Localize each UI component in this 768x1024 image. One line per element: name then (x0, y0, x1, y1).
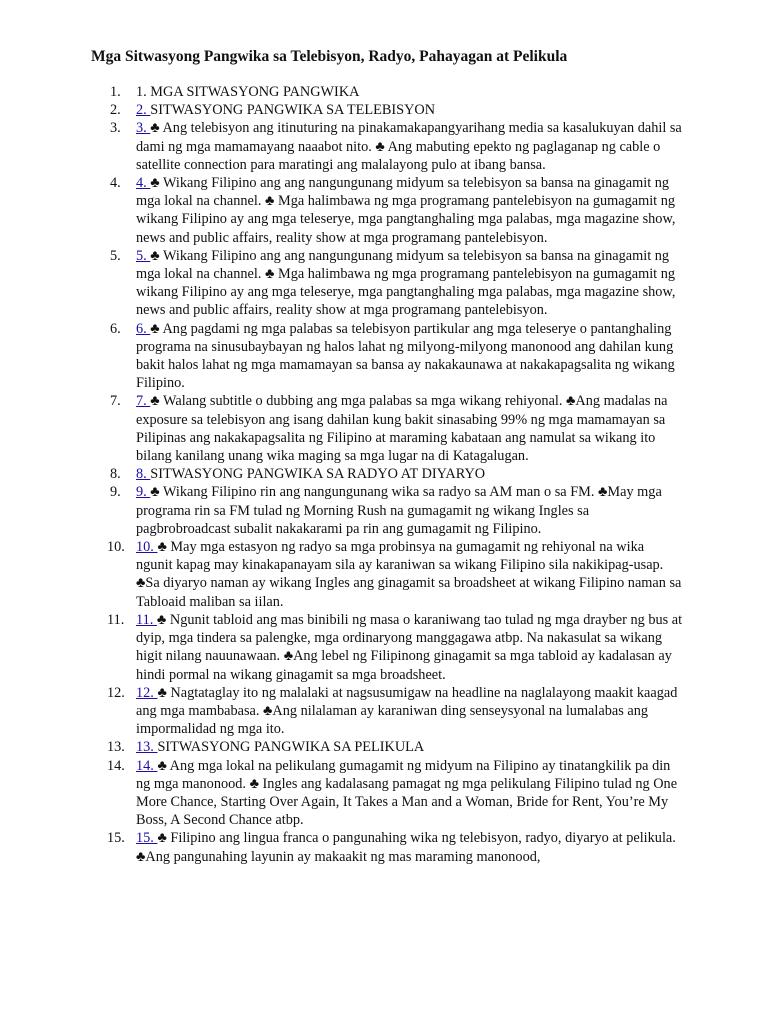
slide-link[interactable]: 7. (136, 393, 151, 410)
item-number: 1. (110, 84, 121, 100)
slide-link[interactable]: 2. (136, 102, 151, 119)
slide-link[interactable]: 5. (136, 247, 151, 264)
list-item (0, 684, 684, 739)
document-title: Mga Sitwasyong Pangwika sa Telebisyon, Radyo, Pahayagan at Pelikula (91, 48, 568, 65)
list-item (0, 174, 684, 247)
item-text: 1. MGA SITWASYONG PANGWIKA (136, 84, 360, 100)
list-item (0, 829, 684, 865)
slide-link[interactable]: 11. (136, 611, 157, 628)
list-item (0, 101, 684, 119)
item-text: SITWASYONG PANGWIKA SA TELEBISYON (150, 102, 436, 119)
item-number: 11. (107, 611, 125, 628)
item-number: 6. (110, 320, 121, 337)
slide-link[interactable]: 12. (136, 684, 158, 701)
item-text: ♣ Nagtataglay ito ng malalaki at nagsusumigaw na headline na naglalayong maakit kaagad ang mga mambabasa. ♣Ang nilalaman ay karaniwan ding senseysyonal na lumalabas ang impormalidad ng mga ito. (136, 684, 678, 738)
item-text: ♣ May mga estasyon ng radyo sa mga probinsya na gumagamit ng rehiyonal na wika ngunit kapag may kinakapanayam sila ay karaniwan sa wikang Filipino sila nakikipag-usap. ♣Sa diyaryo naman ay wikang Ingles ang ginagamit sa broadsheet at wikang Filipino naman sa Tabloaid maliban sa iilan. (136, 539, 682, 610)
slide-link[interactable]: 4. (136, 175, 151, 192)
item-text: ♣ Wikang Filipino ang ang nangungunang midyum sa telebisyon sa bansa na ginagamit ng mga lokal na channel. ♣ Mga halimbawa ng mga programang pantelebisyon na gumagamit ng wikang Filipino ay ang mga teleserye, mga pangtanghaling mga palabas, mga magazine show, news and public affairs, reality show at mga programang pantelebisyon. (136, 175, 676, 246)
list-item (0, 320, 684, 393)
item-text: ♣ Ang pagdami ng mga palabas sa telebisyon partikular ang mga teleserye o pantanghaling programa na sinusubaybayan ng halos lahat ng milyong-milyong manonood ang dahilan kung bakit halos lahat ng mga mamamayan sa bansa ay nakakaunawa at nakakapagsalita ng wikang Filipino. (136, 320, 675, 392)
list-item (0, 465, 684, 483)
item-number: 13. (107, 739, 125, 756)
item-text: ♣ Ang telebisyon ang itinuturing na pinakamakapangyarihang media sa kasalukuyan dahil sa dami ng mga mamamayang naaabot nito. ♣ Ang mabuting epekto ng paglaganap ng cable o satellite connection para maratingi ang malalayong pulo at ibang bansa. (136, 120, 682, 173)
slide-link[interactable]: 14. (136, 757, 158, 774)
list-item (0, 738, 684, 756)
item-number: 10. (107, 539, 125, 556)
item-number: 4. (110, 175, 121, 192)
slide-link[interactable]: 9. (136, 484, 151, 501)
slide-link[interactable]: 8. (136, 466, 151, 483)
item-number: 7. (110, 393, 121, 410)
slide-link[interactable]: 3. (136, 120, 151, 137)
item-text: ♣ Walang subtitle o dubbing ang mga palabas sa mga wikang rehiyonal. ♣Ang madalas na exposure sa telebisyon ang isang dahilan kung bakit sinasabing 99% ng mga mamamayan sa Pilipinas ang nakakapagsalita ng Filipino at maraming kabataan ang namulat sa wikang ito bilang kanilang unang wika maging sa mga lugar na di Katagalugan. (136, 393, 668, 465)
slide-link[interactable]: 15. (136, 830, 158, 847)
slide-link[interactable]: 10. (136, 539, 158, 556)
list-item (0, 611, 684, 684)
list-item (0, 538, 684, 611)
item-number: 5. (110, 247, 121, 264)
item-text: SITWASYONG PANGWIKA SA RADYO AT DIYARYO (150, 466, 486, 483)
list-item (0, 392, 684, 465)
item-number: 3. (110, 120, 121, 137)
item-text: ♣ Ngunit tabloid ang mas binibili ng masa o karaniwang tao tulad ng mga drayber ng bus at dyip, mga tindera sa palengke, mga ordinaryong manggagawa atbp. Na nakasulat sa wikang higit nilang nauunawaan. ♣Ang lebel ng Filipinong ginagamit sa mga tabloid ay kadalasan ay hindi pormal na wikang ginagamit sa mga broadsheet. (136, 611, 683, 683)
list-item (0, 247, 684, 320)
item-number: 9. (110, 484, 121, 501)
item-text: SITWASYONG PANGWIKA SA PELIKULA (157, 739, 425, 756)
slide-link[interactable]: 6. (136, 320, 151, 337)
item-number: 12. (107, 684, 125, 701)
item-number: 2. (110, 102, 121, 119)
item-number: 8. (110, 466, 121, 483)
item-number: 15. (107, 830, 125, 847)
item-text: ♣ Ang mga lokal na pelikulang gumagamit ng midyum na Filipino ay tinatangkilik pa din ng mga manonood. ♣ Ingles ang kadalasang pamagat ng mga pelikulang Filipino tulad ng One More Chance, Starting Over Again, It Takes a Man and a Woman, Bride for Rent, You’re My Boss, A Second Chance atbp. (136, 757, 678, 829)
item-number: 14. (107, 757, 125, 774)
item-text: ♣ Filipino ang lingua franca o pangunahing wika ng telebisyon, radyo, diyaryo at pelikula. ♣Ang pangunahing layunin ay makaakit ng mas maraming manonood, (136, 830, 676, 865)
list-item (0, 83, 684, 101)
item-text: ♣ Wikang Filipino ang ang nangungunang midyum sa telebisyon sa bansa na ginagamit ng mga lokal na channel. ♣ Mga halimbawa ng mga programang pantelebisyon na gumagamit ng wikang Filipino ay ang mga teleserye, mga pangtanghaling mga palabas, mga magazine show, news and public affairs, reality show at mga programang pantelebisyon. (136, 247, 676, 319)
list-item (0, 483, 684, 538)
slide-list (0, 83, 768, 866)
list-item (0, 119, 684, 174)
list-item (0, 757, 684, 830)
slide-link[interactable]: 13. (136, 739, 158, 756)
item-text: ♣ Wikang Filipino rin ang nangungunang wika sa radyo sa AM man o sa FM. ♣May mga programa rin sa FM tulad ng Morning Rush na gumagamit ng wikang Ingles sa pagbrobroadcast subalit nakakarami pa rin ang gumagamit ng Filipino. (136, 484, 662, 537)
